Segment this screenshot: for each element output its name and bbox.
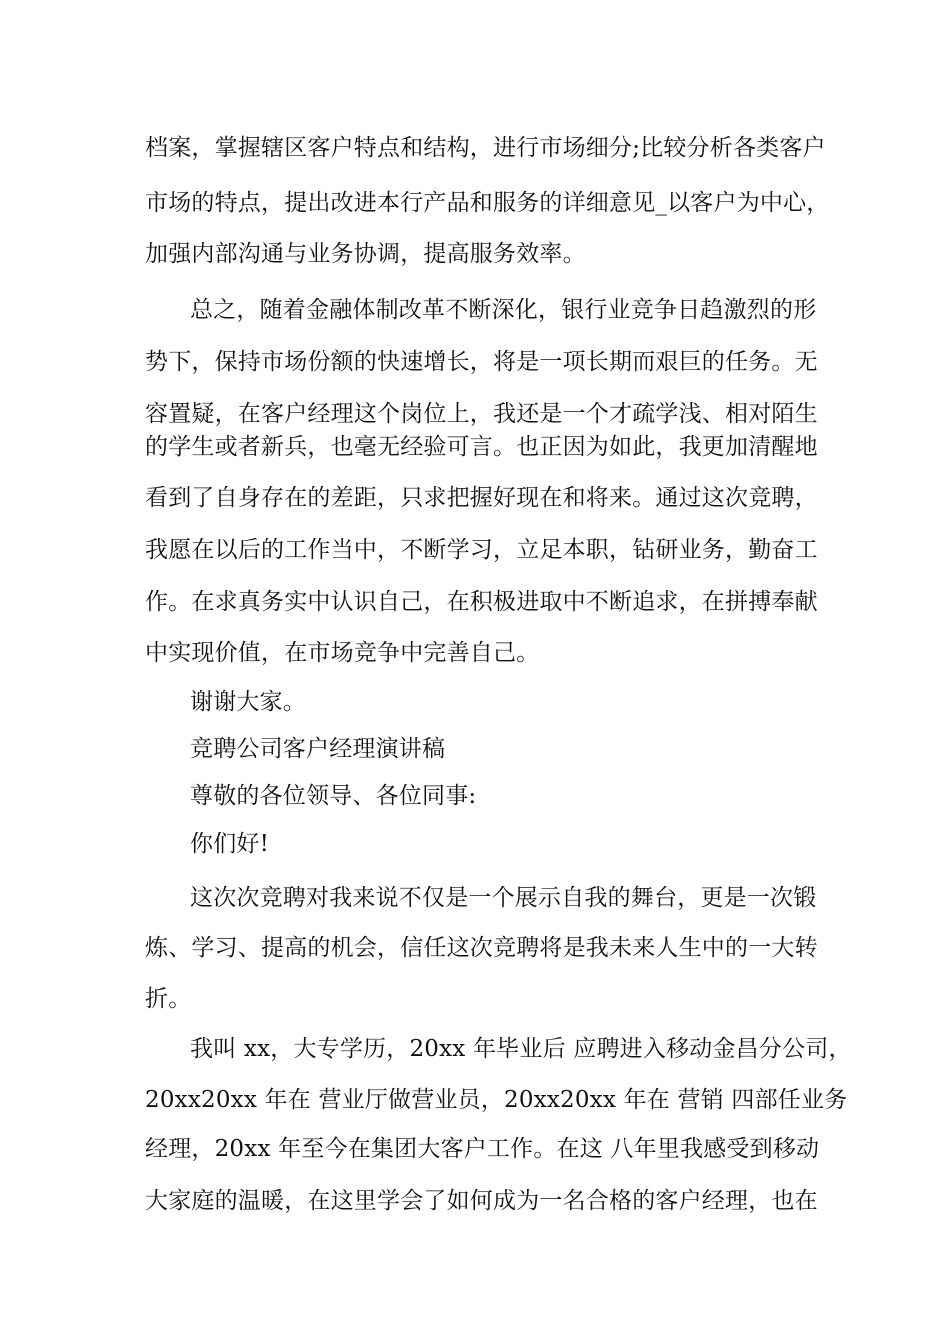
text-line: 作。在求真务实中认识自己，在积极进取中不断追求，在拼搏奉献 bbox=[145, 589, 818, 615]
text-line: 加强内部沟通与业务协调，提高服务效率。 bbox=[145, 241, 586, 267]
text-line: 炼、学习、提高的机会，信任这次竞聘将是我未来人生中的一大转 bbox=[145, 935, 818, 961]
greeting: 你们好! bbox=[190, 831, 270, 857]
paragraph-first-line: 我叫 xx，大专学历，20xx 年毕业后 应聘进入移动金昌分公司， bbox=[190, 1036, 852, 1062]
text-line: 市场的特点，提出改进本行产品和服务的详细意见_以客户为中心， bbox=[145, 190, 830, 216]
paragraph-first-line: 总之，随着金融体制改革不断深化，银行业竞争日趋激烈的形 bbox=[190, 297, 817, 323]
paragraph-first-line: 这次次竞聘对我来说不仅是一个展示自我的舞台，更是一次锻 bbox=[190, 885, 817, 911]
text-line: 看到了自身存在的差距，只求把握好现在和将来。通过这次竞聘， bbox=[145, 485, 818, 511]
closing-thanks: 谢谢大家。 bbox=[190, 689, 306, 715]
text-line: 折。 bbox=[145, 986, 192, 1012]
text-line: 大家庭的温暖，在这里学会了如何成为一名合格的客户经理，也在 bbox=[145, 1188, 818, 1214]
salutation: 尊敬的各位领导、各位同事: bbox=[190, 783, 477, 809]
text-line: 容置疑，在客户经理这个岗位上，我还是一个才疏学浅、相对陌生 bbox=[145, 401, 818, 427]
text-line: 档案，掌握辖区客户特点和结构，进行市场细分;比较分析各类客户 bbox=[145, 135, 826, 161]
text-line: 中实现价值，在市场竞争中完善自己。 bbox=[145, 640, 540, 666]
text-line: 的学生或者新兵，也毫无经验可言。也正因为如此，我更加清醒地 bbox=[145, 434, 818, 460]
speech-title: 竞聘公司客户经理演讲稿 bbox=[190, 736, 446, 762]
text-line: 势下，保持市场份额的快速增长，将是一项长期而艰巨的任务。无 bbox=[145, 349, 818, 375]
text-line: 20xx20xx 年在 营业厅做营业员，20xx20xx 年在 营销 四部任业务 bbox=[145, 1087, 848, 1113]
text-line: 我愿在以后的工作当中，不断学习，立足本职，钻研业务，勤奋工 bbox=[145, 537, 818, 563]
text-line: 经理，20xx 年至今在集团大客户工作。在这 八年里我感受到移动 bbox=[145, 1136, 820, 1162]
